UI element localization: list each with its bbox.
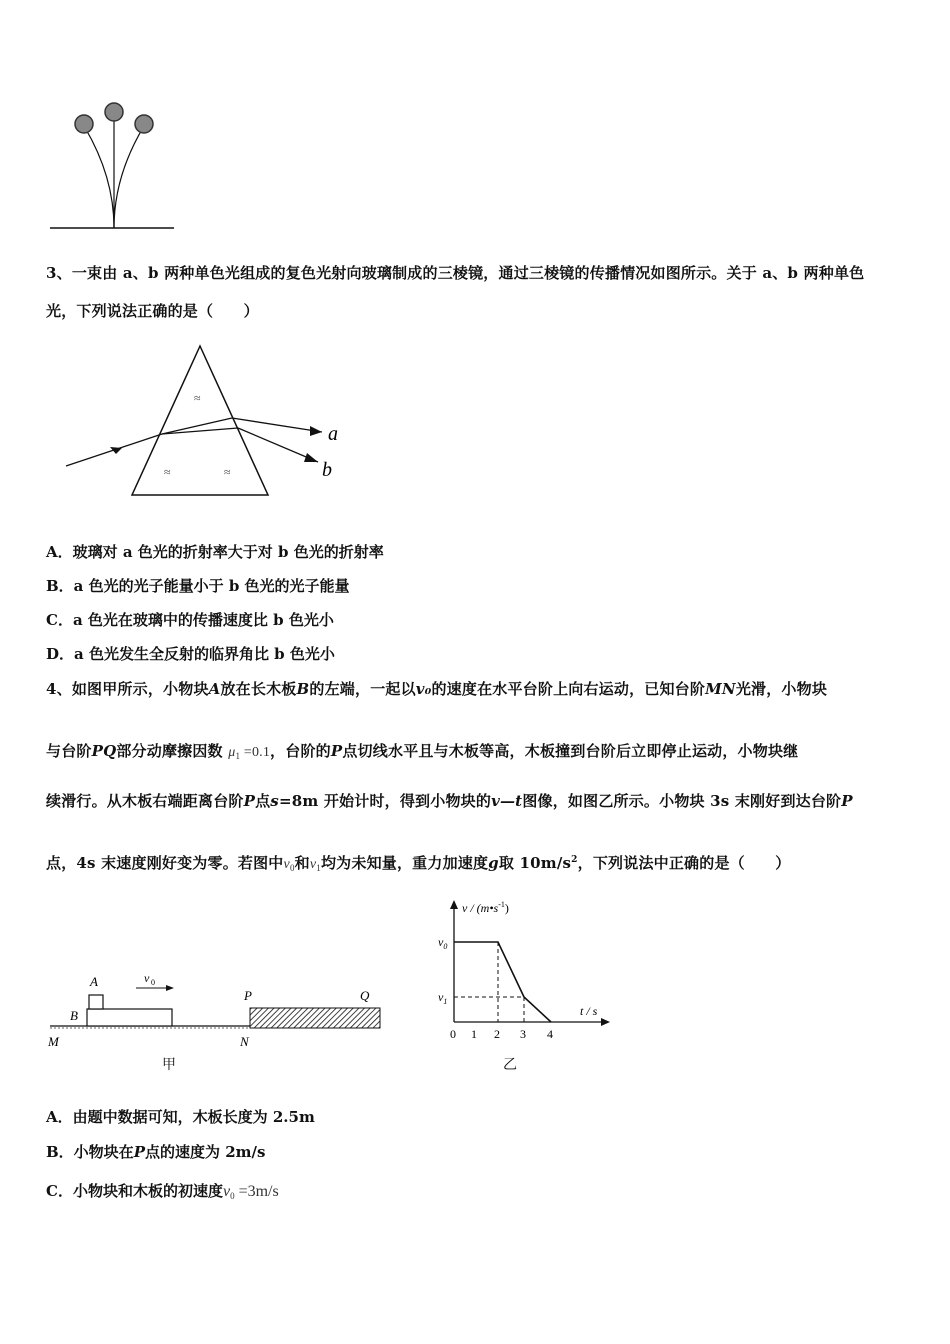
figure-yi-caption: 乙 <box>503 1057 517 1073</box>
tick-4: 4 <box>547 1027 553 1041</box>
q4-stem-line2: 与台阶PQ部分动摩擦因数 $\mu_1 =0.1$，台阶的P点切线水平且与木板等高，木板撞到台阶后立即停止运动，小物块继 <box>46 742 799 761</box>
svg-text:A: A <box>90 974 98 989</box>
svg-text:t / s: t / s <box>580 1004 598 1018</box>
q4-stem-line1: 4、如图甲所示，小物块A放在长木板B的左端，一起以v₀的速度在水平台阶上向右运动，已知台阶MN光滑，小物块 <box>46 680 828 698</box>
prism-figure <box>60 340 360 505</box>
figure-yi-vt-graph <box>430 894 615 1049</box>
tick-3: 3 <box>520 1027 526 1041</box>
prism-label-b: b <box>322 459 332 481</box>
figure-jia-caption: 甲 <box>162 1057 176 1073</box>
vt-line <box>454 942 551 1022</box>
q4-stem-line4: 点，4s 末速度刚好变为零。若图中$v_0$和$v_1$均为未知量，重力加速度g取 $10m/s^2$，下列说法中正确的是（ ） <box>46 854 791 873</box>
svg-text:v: v <box>144 971 150 985</box>
q3-option-b[interactable]: B．a 色光的光子能量小于 b 色光的光子能量 <box>46 577 350 595</box>
tick-1: 1 <box>471 1027 477 1041</box>
svg-text:P: P <box>244 988 252 1003</box>
q4-option-c[interactable]: C．小物块和木板的初速度v0 =3m/s <box>46 1182 279 1201</box>
tick-0: 0 <box>450 1027 456 1041</box>
q4-option-a[interactable]: A．由题中数据可知，木板长度为 2.5m <box>46 1108 315 1126</box>
figure-jia <box>44 966 389 1051</box>
svg-text:0: 0 <box>151 978 155 987</box>
tick-2: 2 <box>494 1027 500 1041</box>
prism-label-a: a <box>328 423 338 445</box>
q3-option-a[interactable]: A．玻璃对 a 色光的折射率大于对 b 色光的折射率 <box>46 543 384 561</box>
mu-formula: $\mu_1 =0.1$ <box>228 745 271 761</box>
svg-text:v0: $v_0$ <box>438 935 448 951</box>
q3-option-d[interactable]: D．a 色光发生全反射的临界角比 b 色光小 <box>46 645 335 663</box>
svg-text:v / (m•s-1): v / $(m•s^{-1})$ <box>462 900 509 915</box>
svg-text:v1: $v_1$ <box>438 990 448 1006</box>
svg-text:≈: ≈ <box>194 391 201 405</box>
q3-option-c[interactable]: C．a 色光在玻璃中的传播速度比 b 色光小 <box>46 611 334 629</box>
q3-stem-line1: 3、一束由 a、b 两种单色光组成的复色光射向玻璃制成的三棱镜，通过三棱镜的传播情况如图所示。关于 a、b 两种单色 <box>46 264 865 282</box>
svg-text:M: M <box>48 1034 59 1049</box>
svg-text:B: B <box>70 1008 78 1023</box>
svg-text:N: N <box>240 1034 249 1049</box>
svg-text:≈: ≈ <box>164 465 171 479</box>
svg-text:Q: Q <box>360 988 370 1003</box>
svg-text:≈: ≈ <box>224 465 231 479</box>
q4-stem-line3: 续滑行。从木板右端距离台阶P点s=8m 开始计时，得到小物块的v—t图像，如图乙所示。小物块 3s 末刚好到达台阶P <box>46 792 853 810</box>
q4-option-b[interactable]: B．小物块在P点的速度为 2m/s <box>46 1143 266 1161</box>
top-figure-balls <box>44 96 184 236</box>
q3-stem-line2: 光，下列说法正确的是（ ） <box>46 302 259 320</box>
